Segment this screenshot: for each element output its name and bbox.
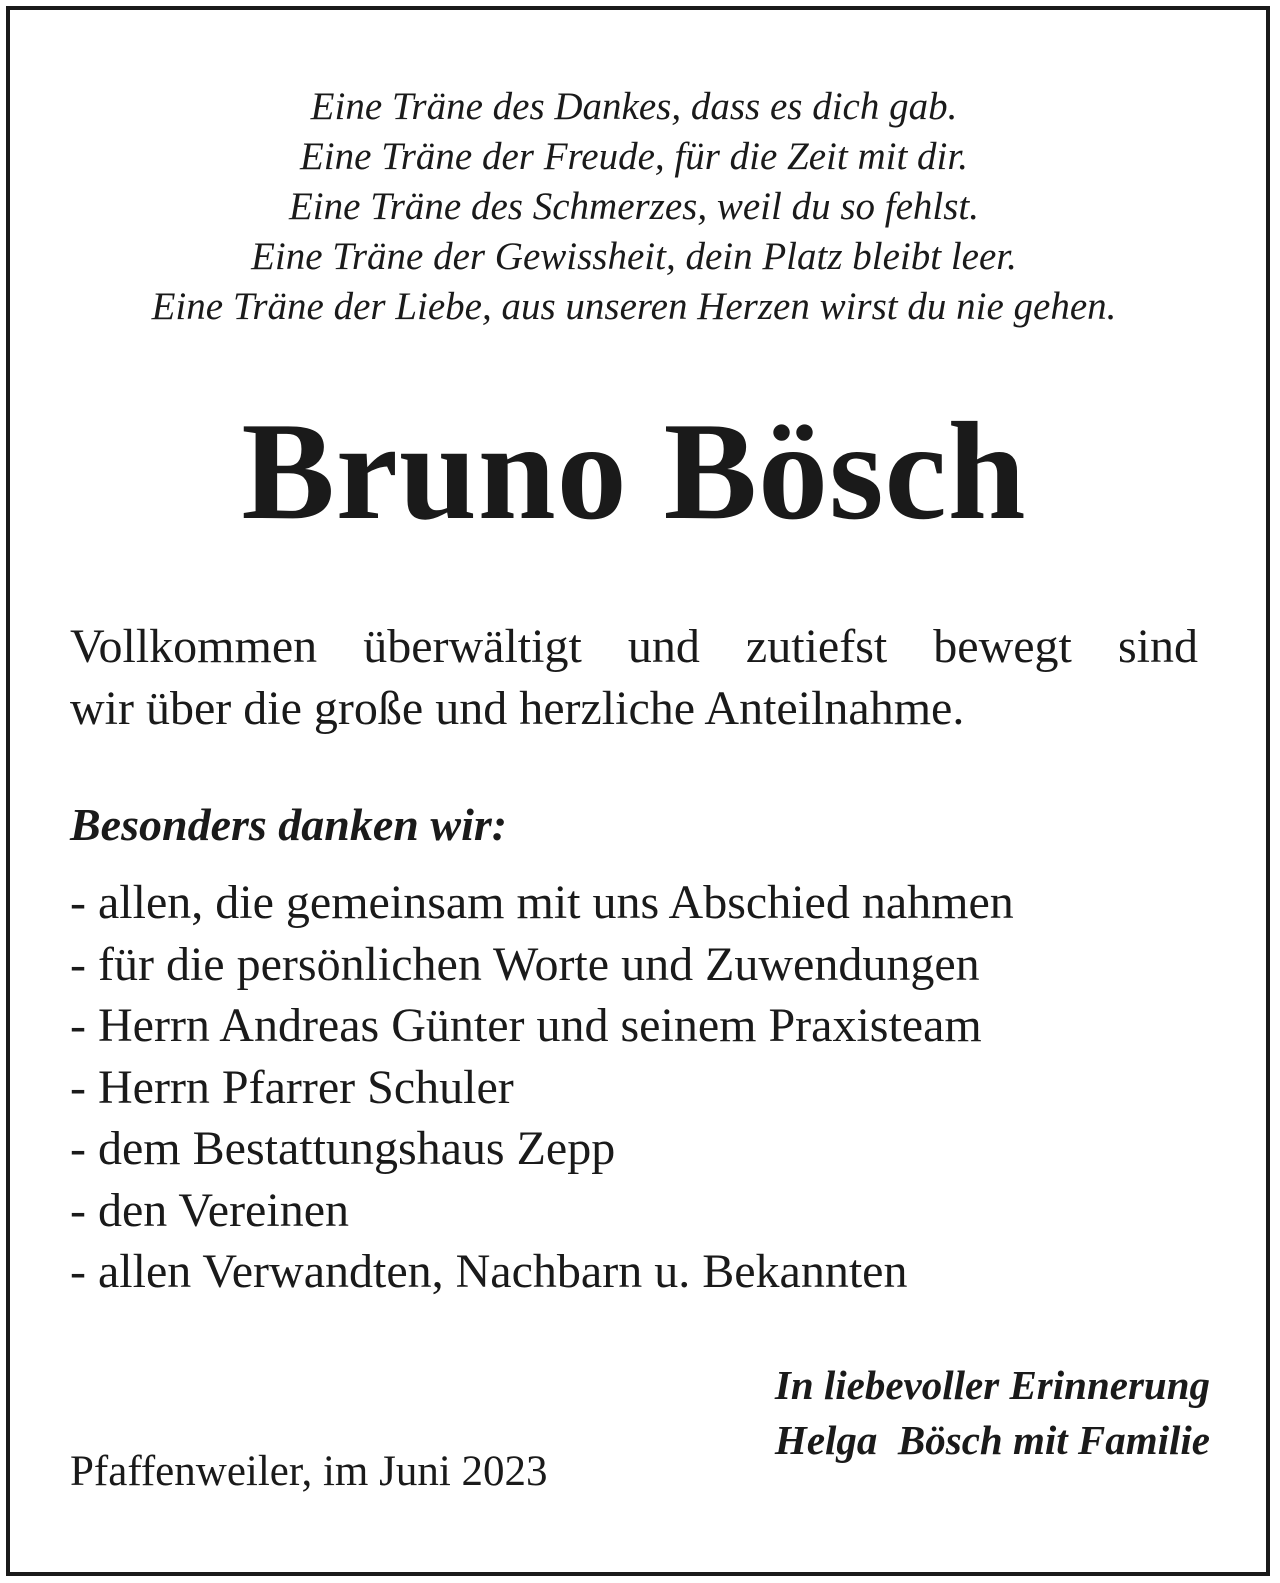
list-item: - allen, die gemeinsam mit uns Abschied nahmen [70,876,1014,929]
intro-word: zutiefst [745,620,888,673]
intro-word: überwältigt [363,620,582,673]
list-item: - allen Verwandten, Nachbarn u. Bekannten [70,1245,908,1298]
poem [0,82,1268,332]
intro-word: bewegt [933,620,1072,673]
deceased-name: Bruno Bösch [241,394,1027,549]
intro-line-1 [70,616,1198,678]
poem-line: Eine Träne der Liebe, aus unseren Herzen wirst du nie gehen. [151,285,1117,328]
list-item: - den Vereinen [70,1183,349,1237]
intro-word: und [627,620,700,673]
list-item: - Herrn Andreas Günter und seinem Praxisteam [70,999,982,1052]
thanks-heading: Besonders danken wir: [70,799,508,850]
signature-line-2: Helga Bösch mit Familie [774,1417,1210,1463]
intro-word: sind [1117,620,1198,673]
signature-line-1: In liebevoller Erinnerung [774,1362,1210,1408]
signature [775,1358,1210,1468]
intro-text [70,616,1198,740]
place-date: Pfaffenweiler, im Juni 2023 [70,1448,548,1495]
poem-line: Eine Träne des Schmerzes, weil du so fehlst. [288,185,980,228]
poem-line: Eine Träne der Gewissheit, dein Platz bleibt leer. [251,235,1017,278]
intro-word: Vollkommen [70,620,318,673]
poem-line: Eine Träne der Freude, für die Zeit mit dir. [299,135,968,178]
list-item: - Herrn Pfarrer Schuler [70,1060,514,1114]
poem-line: Eine Träne des Dankes, dass es dich gab. [310,85,958,128]
list-item: - für die persönlichen Worte und Zuwendungen [70,937,980,991]
thanks-list [70,872,1014,1303]
intro-line-2: wir über die große und herzliche Anteilnahme. [70,682,965,735]
list-item: - dem Bestattungshaus Zepp [70,1122,616,1175]
